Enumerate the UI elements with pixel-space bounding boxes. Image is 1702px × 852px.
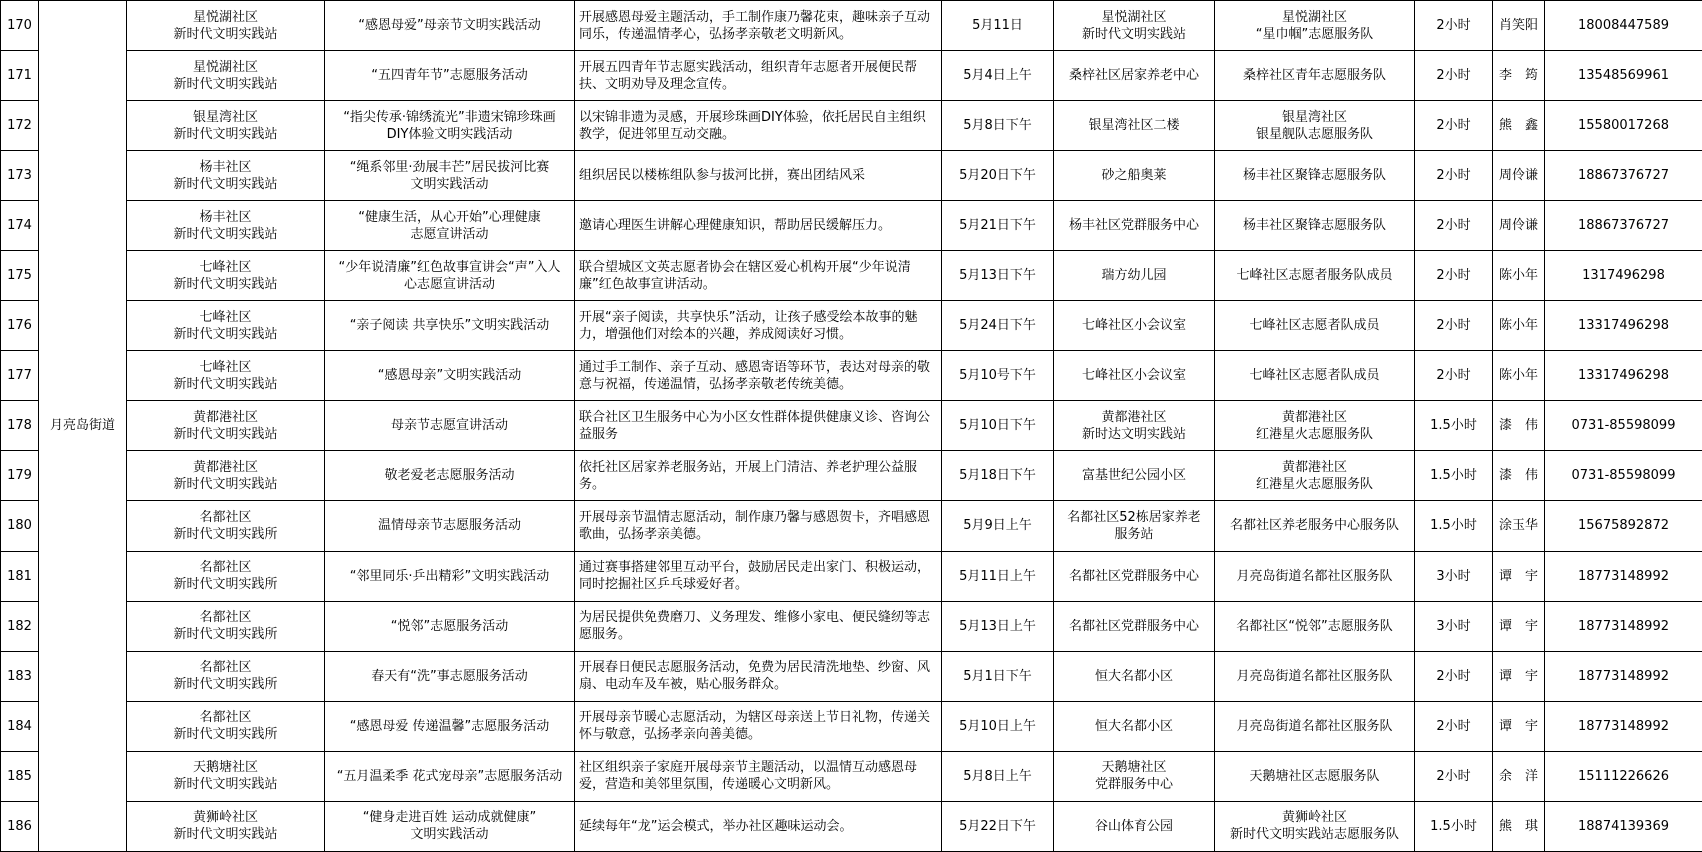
contact-person: 谭 宇	[1493, 651, 1545, 701]
duration: 2小时	[1415, 751, 1493, 801]
service-team-line: 星悦湖社区	[1217, 9, 1412, 26]
row-number: 179	[1, 451, 39, 501]
activity-name	[325, 301, 575, 351]
table-row	[1, 701, 1702, 751]
activity-place-line: 星悦湖社区	[1056, 9, 1212, 26]
row-number: 174	[1, 201, 39, 251]
activity-time: 5月9日上午	[942, 501, 1054, 551]
contact-person: 谭 宇	[1493, 601, 1545, 651]
contact-phone: 0731-85598099	[1545, 401, 1702, 451]
organizer-line: 名都社区	[129, 709, 322, 726]
activity-content: 开展感恩母爱主题活动，手工制作康乃馨花束，趣味亲子互动同乐，传递温情孝心，弘扬孝亲敬老文明新风。	[575, 1, 942, 51]
organizer	[127, 251, 325, 301]
activity-name	[325, 551, 575, 601]
service-team	[1215, 51, 1415, 101]
organizer	[127, 751, 325, 801]
organizer-line: 新时代文明实践站	[129, 126, 322, 143]
activity-name-line: “感恩母亲”文明实践活动	[327, 367, 572, 384]
row-number: 181	[1, 551, 39, 601]
activity-time: 5月24日下午	[942, 301, 1054, 351]
organizer	[127, 551, 325, 601]
organizer-line: 杨丰社区	[129, 159, 322, 176]
activity-place-line: 名都社区党群服务中心	[1056, 618, 1212, 635]
row-number: 175	[1, 251, 39, 301]
activity-content: 为居民提供免费磨刀、义务理发、维修小家电、便民缝纫等志愿服务。	[575, 601, 942, 651]
organizer-line: 新时代文明实践站	[129, 376, 322, 393]
contact-person: 李 筠	[1493, 51, 1545, 101]
activity-name	[325, 101, 575, 151]
activity-content: 依托社区居家养老服务站，开展上门清洁、养老护理公益服务。	[575, 451, 942, 501]
activity-content: 社区组织亲子家庭开展母亲节主题活动，以温情互动感恩母爱，营造和美邻里氛围，传递暖心文明新风。	[575, 751, 942, 801]
table-row	[1, 451, 1702, 501]
contact-phone: 13548569961	[1545, 51, 1702, 101]
duration: 2小时	[1415, 151, 1493, 201]
duration: 2小时	[1415, 251, 1493, 301]
activity-place-line: 服务站	[1056, 526, 1212, 543]
activity-place-line: 瑞方幼儿园	[1056, 267, 1212, 284]
activity-time: 5月8日下午	[942, 101, 1054, 151]
service-team	[1215, 701, 1415, 751]
activity-place-line: 桑梓社区居家养老中心	[1056, 67, 1212, 84]
row-number: 171	[1, 51, 39, 101]
service-team-line: 杨丰社区聚锋志愿服务队	[1217, 167, 1412, 184]
contact-person: 涂玉华	[1493, 501, 1545, 551]
activity-name-line: “感恩母爱 传递温馨”志愿服务活动	[327, 718, 572, 735]
service-team	[1215, 351, 1415, 401]
table-body	[1, 1, 1702, 852]
service-team	[1215, 101, 1415, 151]
activity-name-line: 母亲节志愿宣讲活动	[327, 417, 572, 434]
activity-content: 联合望城区文英志愿者协会在辖区爱心机构开展“少年说清廉”红色故事宣讲活动。	[575, 251, 942, 301]
activity-name	[325, 151, 575, 201]
activity-place	[1054, 201, 1215, 251]
activity-place	[1054, 101, 1215, 151]
organizer-line: 新时代文明实践站	[129, 76, 322, 93]
service-team	[1215, 801, 1415, 851]
contact-phone: 0731-85598099	[1545, 451, 1702, 501]
row-number: 183	[1, 651, 39, 701]
activity-content: 通过手工制作、亲子互动、感恩寄语等环节，表达对母亲的敬意与祝福，传递温情，弘扬孝亲敬老传统美德。	[575, 351, 942, 401]
organizer	[127, 101, 325, 151]
activity-place	[1054, 351, 1215, 401]
organizer-line: 新时代文明实践站	[129, 176, 322, 193]
duration: 1.5小时	[1415, 801, 1493, 851]
activity-name-line: “绳系邻里·劲展丰芒”居民拔河比赛	[327, 159, 572, 176]
activity-name-line: 志愿宣讲活动	[327, 226, 572, 243]
activity-content: 通过赛事搭建邻里互动平台，鼓励居民走出家门、积极运动，同时挖掘社区乒乓球爱好者。	[575, 551, 942, 601]
duration: 2小时	[1415, 51, 1493, 101]
organizer	[127, 351, 325, 401]
activity-name-line: 文明实践活动	[327, 176, 572, 193]
contact-person: 周伶谦	[1493, 151, 1545, 201]
activity-name	[325, 651, 575, 701]
organizer	[127, 401, 325, 451]
activity-place-line: 富基世纪公园小区	[1056, 467, 1212, 484]
table-row	[1, 601, 1702, 651]
service-team	[1215, 1, 1415, 51]
activity-place-line: 新时达文明实践站	[1056, 426, 1212, 443]
activity-name	[325, 1, 575, 51]
service-team-line: 名都社区“悦邻”志愿服务队	[1217, 618, 1412, 635]
service-team	[1215, 601, 1415, 651]
activity-place	[1054, 301, 1215, 351]
activity-content: 延续每年“龙”运会模式，举办社区趣味运动会。	[575, 801, 942, 851]
organizer-line: 新时代文明实践所	[129, 576, 322, 593]
activity-name-line: 敬老爱老志愿服务活动	[327, 467, 572, 484]
service-team	[1215, 401, 1415, 451]
row-number: 182	[1, 601, 39, 651]
contact-person: 谭 宇	[1493, 701, 1545, 751]
activity-place	[1054, 251, 1215, 301]
organizer-line: 黄都港社区	[129, 459, 322, 476]
activity-place	[1054, 501, 1215, 551]
activity-name-line: “亲子阅读 共享快乐”文明实践活动	[327, 317, 572, 334]
service-team	[1215, 151, 1415, 201]
service-team	[1215, 651, 1415, 701]
activity-name-line: 春天有“洗”事志愿服务活动	[327, 668, 572, 685]
activity-time: 5月4日上午	[942, 51, 1054, 101]
activity-time: 5月11日	[942, 1, 1054, 51]
service-team-line: 新时代文明实践站志愿服务队	[1217, 826, 1412, 843]
organizer	[127, 51, 325, 101]
table-row	[1, 801, 1702, 851]
activity-name-line: 心志愿宣讲活动	[327, 276, 572, 293]
activity-place	[1054, 801, 1215, 851]
contact-phone: 18773148992	[1545, 601, 1702, 651]
activity-name	[325, 201, 575, 251]
activity-place	[1054, 601, 1215, 651]
activity-place	[1054, 551, 1215, 601]
contact-phone: 15111226626	[1545, 751, 1702, 801]
activity-name	[325, 251, 575, 301]
organizer	[127, 201, 325, 251]
service-team-line: 桑梓社区青年志愿服务队	[1217, 67, 1412, 84]
activity-time: 5月21日下午	[942, 201, 1054, 251]
activity-content: 以宋锦非遗为灵感，开展珍珠画DIY体验，依托居民自主组织教学，促进邻里互动交融。	[575, 101, 942, 151]
activity-content: 开展五四青年节志愿实践活动，组织青年志愿者开展便民帮扶、文明劝导及理念宣传。	[575, 51, 942, 101]
duration: 1.5小时	[1415, 451, 1493, 501]
activity-time: 5月20日下午	[942, 151, 1054, 201]
row-number: 178	[1, 401, 39, 451]
table-row	[1, 401, 1702, 451]
service-team	[1215, 251, 1415, 301]
activity-name-line: “五月温柔季 花式宠母亲”志愿服务活动	[327, 768, 572, 785]
table-row	[1, 101, 1702, 151]
activity-place-line: 七峰社区小会议室	[1056, 367, 1212, 384]
organizer-line: 新时代文明实践站	[129, 276, 322, 293]
row-number: 177	[1, 351, 39, 401]
contact-phone: 15675892872	[1545, 501, 1702, 551]
activity-name-line: “邻里同乐·乒出精彩”文明实践活动	[327, 568, 572, 585]
table-row	[1, 201, 1702, 251]
activity-place-line: 七峰社区小会议室	[1056, 317, 1212, 334]
contact-phone: 15580017268	[1545, 101, 1702, 151]
activity-place-line: 名都社区52栋居家养老	[1056, 509, 1212, 526]
organizer-line: 新时代文明实践站	[129, 776, 322, 793]
activity-name-line: “感恩母爱”母亲节文明实践活动	[327, 17, 572, 34]
organizer-line: 七峰社区	[129, 359, 322, 376]
activity-place	[1054, 651, 1215, 701]
table-row	[1, 651, 1702, 701]
service-team	[1215, 501, 1415, 551]
organizer	[127, 301, 325, 351]
activity-name	[325, 501, 575, 551]
activity-place-line: 天鹅塘社区	[1056, 759, 1212, 776]
contact-phone: 18867376727	[1545, 201, 1702, 251]
contact-phone: 18874139369	[1545, 801, 1702, 851]
duration: 2小时	[1415, 351, 1493, 401]
organizer-line: 名都社区	[129, 559, 322, 576]
organizer-line: 新时代文明实践站	[129, 476, 322, 493]
service-team	[1215, 451, 1415, 501]
organizer-line: 名都社区	[129, 509, 322, 526]
activity-name	[325, 601, 575, 651]
activity-name-line: DIY体验文明实践活动	[327, 126, 572, 143]
organizer	[127, 451, 325, 501]
activity-time: 5月18日下午	[942, 451, 1054, 501]
service-team-line: 黄都港社区	[1217, 459, 1412, 476]
activity-name-line: “悦邻”志愿服务活动	[327, 618, 572, 635]
activity-place	[1054, 701, 1215, 751]
organizer-line: 新时代文明实践站	[129, 26, 322, 43]
organizer-line: 新时代文明实践所	[129, 626, 322, 643]
duration: 2小时	[1415, 301, 1493, 351]
row-number: 172	[1, 101, 39, 151]
activity-time: 5月10日上午	[942, 701, 1054, 751]
activity-place	[1054, 151, 1215, 201]
activity-place-line: 谷山体育公园	[1056, 818, 1212, 835]
service-team-line: 红港星火志愿服务队	[1217, 476, 1412, 493]
contact-phone: 18773148992	[1545, 701, 1702, 751]
service-team-line: 银星舰队志愿服务队	[1217, 126, 1412, 143]
service-team-line: “星巾帼”志愿服务队	[1217, 26, 1412, 43]
duration: 2小时	[1415, 201, 1493, 251]
organizer-line: 银星湾社区	[129, 109, 322, 126]
activity-place-line: 新时代文明实践站	[1056, 26, 1212, 43]
service-team-line: 黄狮岭社区	[1217, 809, 1412, 826]
service-team	[1215, 751, 1415, 801]
table-row	[1, 151, 1702, 201]
activity-place	[1054, 451, 1215, 501]
activity-content: 开展春日便民志愿服务活动，免费为居民清洗地垫、纱窗、风扇、电动车及车被，贴心服务群众。	[575, 651, 942, 701]
service-team-line: 银星湾社区	[1217, 109, 1412, 126]
service-team-line: 月亮岛街道名都社区服务队	[1217, 568, 1412, 585]
duration: 2小时	[1415, 101, 1493, 151]
contact-phone: 13317496298	[1545, 351, 1702, 401]
street-name: 月亮岛街道	[39, 1, 127, 852]
service-team	[1215, 551, 1415, 601]
contact-phone: 18008447589	[1545, 1, 1702, 51]
activity-name-line: “健康生活，从心开始”心理健康	[327, 209, 572, 226]
organizer-line: 新时代文明实践站	[129, 226, 322, 243]
activity-time: 5月22日下午	[942, 801, 1054, 851]
activity-name	[325, 801, 575, 851]
activity-place-line: 银星湾社区二楼	[1056, 117, 1212, 134]
activity-name-line: “少年说清廉”红色故事宣讲会“声”入人	[327, 259, 572, 276]
organizer	[127, 601, 325, 651]
activity-place	[1054, 1, 1215, 51]
contact-phone: 18773148992	[1545, 651, 1702, 701]
row-number: 186	[1, 801, 39, 851]
duration: 3小时	[1415, 551, 1493, 601]
organizer-line: 黄狮岭社区	[129, 809, 322, 826]
organizer-line: 新时代文明实践站	[129, 426, 322, 443]
activity-place-line: 名都社区党群服务中心	[1056, 568, 1212, 585]
contact-person: 漆 伟	[1493, 451, 1545, 501]
organizer-line: 七峰社区	[129, 309, 322, 326]
organizer	[127, 501, 325, 551]
organizer-line: 新时代文明实践所	[129, 726, 322, 743]
contact-person: 谭 宇	[1493, 551, 1545, 601]
service-team-line: 黄都港社区	[1217, 409, 1412, 426]
table-row	[1, 51, 1702, 101]
activity-name	[325, 751, 575, 801]
organizer-line: 新时代文明实践所	[129, 526, 322, 543]
contact-person: 陈小年	[1493, 301, 1545, 351]
service-team-line: 七峰社区志愿者队成员	[1217, 367, 1412, 384]
table-row	[1, 301, 1702, 351]
activity-name	[325, 51, 575, 101]
activity-name-line: 温情母亲节志愿服务活动	[327, 517, 572, 534]
duration: 2小时	[1415, 651, 1493, 701]
activity-time: 5月13日下午	[942, 251, 1054, 301]
activity-name	[325, 401, 575, 451]
activity-content: 邀请心理医生讲解心理健康知识，帮助居民缓解压力。	[575, 201, 942, 251]
activity-name-line: “健身走进百姓 运动成就健康”	[327, 809, 572, 826]
contact-person: 熊 鑫	[1493, 101, 1545, 151]
duration: 2小时	[1415, 1, 1493, 51]
contact-phone: 13317496298	[1545, 301, 1702, 351]
service-team-line: 月亮岛街道名都社区服务队	[1217, 668, 1412, 685]
service-team-line: 七峰社区志愿者服务队成员	[1217, 267, 1412, 284]
activity-place-line: 恒大名都小区	[1056, 668, 1212, 685]
organizer	[127, 1, 325, 51]
row-number: 176	[1, 301, 39, 351]
contact-person: 陈小年	[1493, 351, 1545, 401]
contact-person: 肖笑阳	[1493, 1, 1545, 51]
activity-content: 联合社区卫生服务中心为小区女性群体提供健康义诊、咨询公益服务	[575, 401, 942, 451]
organizer	[127, 151, 325, 201]
organizer-line: 天鹅塘社区	[129, 759, 322, 776]
activity-time: 5月13日上午	[942, 601, 1054, 651]
duration: 1.5小时	[1415, 401, 1493, 451]
contact-phone: 18773148992	[1545, 551, 1702, 601]
organizer-line: 杨丰社区	[129, 209, 322, 226]
activity-time: 5月11日上午	[942, 551, 1054, 601]
activity-name	[325, 451, 575, 501]
organizer-line: 星悦湖社区	[129, 9, 322, 26]
table-row	[1, 551, 1702, 601]
contact-person: 周伶谦	[1493, 201, 1545, 251]
duration: 2小时	[1415, 701, 1493, 751]
service-team	[1215, 201, 1415, 251]
contact-phone: 1317496298	[1545, 251, 1702, 301]
table-row	[1, 251, 1702, 301]
organizer-line: 新时代文明实践站	[129, 326, 322, 343]
activity-place-line: 黄都港社区	[1056, 409, 1212, 426]
service-team	[1215, 301, 1415, 351]
table-row	[1, 351, 1702, 401]
row-number: 180	[1, 501, 39, 551]
service-team-line: 红港星火志愿服务队	[1217, 426, 1412, 443]
contact-person: 陈小年	[1493, 251, 1545, 301]
activity-place	[1054, 751, 1215, 801]
table-row	[1, 1, 1702, 51]
activity-time: 5月10日下午	[942, 401, 1054, 451]
organizer	[127, 701, 325, 751]
activity-time: 5月8日上午	[942, 751, 1054, 801]
activity-place-line: 恒大名都小区	[1056, 718, 1212, 735]
activity-place	[1054, 51, 1215, 101]
organizer-line: 名都社区	[129, 609, 322, 626]
row-number: 173	[1, 151, 39, 201]
activity-name	[325, 701, 575, 751]
service-team-line: 杨丰社区聚锋志愿服务队	[1217, 217, 1412, 234]
table-row	[1, 751, 1702, 801]
duration: 1.5小时	[1415, 501, 1493, 551]
row-number: 185	[1, 751, 39, 801]
duration: 3小时	[1415, 601, 1493, 651]
activity-content: 开展“亲子阅读，共享快乐”活动，让孩子感受绘本故事的魅力，增强他们对绘本的兴趣，养成阅读好习惯。	[575, 301, 942, 351]
organizer-line: 名都社区	[129, 659, 322, 676]
activity-place-line: 砂之船奥莱	[1056, 167, 1212, 184]
activity-name-line: “指尖传承·锦绣流光”非遗宋锦珍珠画	[327, 109, 572, 126]
activity-name	[325, 351, 575, 401]
activity-place-line: 杨丰社区党群服务中心	[1056, 217, 1212, 234]
activity-time: 5月10号下午	[942, 351, 1054, 401]
activity-time: 5月1日下午	[942, 651, 1054, 701]
activity-name-line: 文明实践活动	[327, 826, 572, 843]
contact-phone: 18867376727	[1545, 151, 1702, 201]
service-team-line: 七峰社区志愿者队成员	[1217, 317, 1412, 334]
organizer	[127, 651, 325, 701]
activity-content: 组织居民以楼栋组队参与拔河比拼，赛出团结风采	[575, 151, 942, 201]
organizer	[127, 801, 325, 851]
contact-person: 余 洋	[1493, 751, 1545, 801]
row-number: 170	[1, 1, 39, 51]
table-row	[1, 501, 1702, 551]
activity-content: 开展母亲节暖心志愿活动，为辖区母亲送上节日礼物，传递关怀与敬意，弘扬孝亲向善美德。	[575, 701, 942, 751]
contact-person: 漆 伟	[1493, 401, 1545, 451]
organizer-line: 新时代文明实践站	[129, 826, 322, 843]
activity-content: 开展母亲节温情志愿活动，制作康乃馨与感恩贺卡，齐唱感恩歌曲，弘扬孝亲美德。	[575, 501, 942, 551]
row-number: 184	[1, 701, 39, 751]
organizer-line: 星悦湖社区	[129, 59, 322, 76]
organizer-line: 七峰社区	[129, 259, 322, 276]
organizer-line: 黄都港社区	[129, 409, 322, 426]
service-team-line: 天鹅塘社区志愿服务队	[1217, 768, 1412, 785]
activity-place	[1054, 401, 1215, 451]
activity-name-line: “五四青年节”志愿服务活动	[327, 67, 572, 84]
contact-person: 熊 琪	[1493, 801, 1545, 851]
activity-place-line: 党群服务中心	[1056, 776, 1212, 793]
organizer-line: 新时代文明实践所	[129, 676, 322, 693]
service-team-line: 月亮岛街道名都社区服务队	[1217, 718, 1412, 735]
service-team-line: 名都社区养老服务中心服务队	[1217, 517, 1412, 534]
